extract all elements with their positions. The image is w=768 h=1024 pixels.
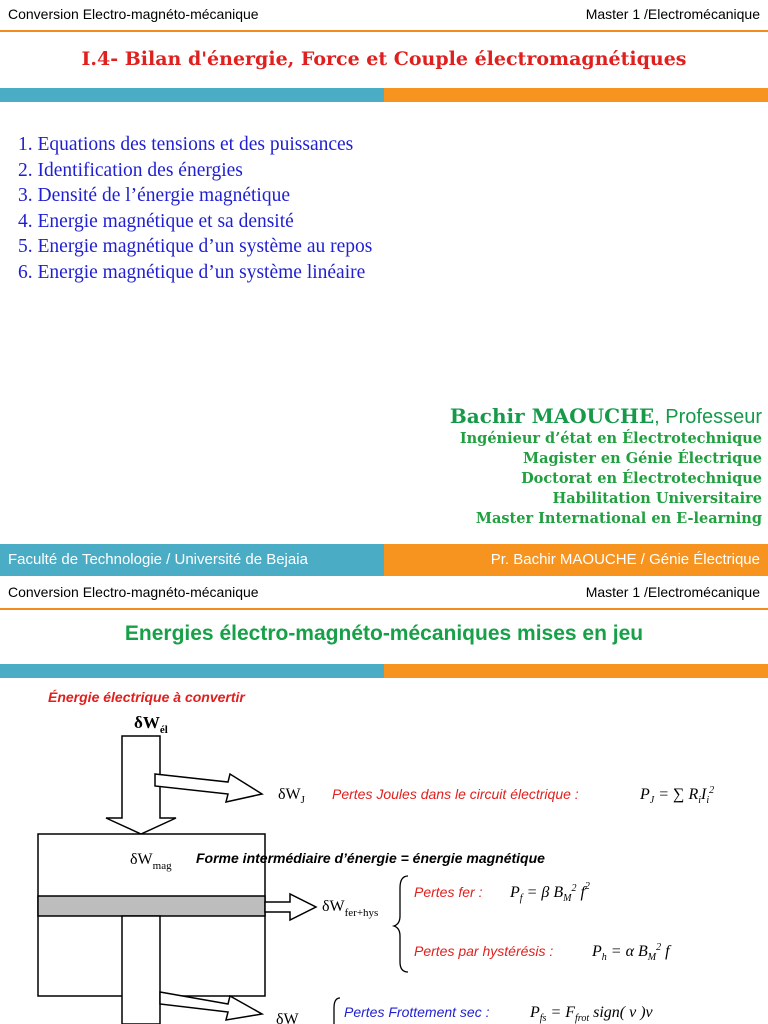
- joule-loss-arrow: [155, 774, 262, 802]
- credential: Magister en Génie Électrique: [523, 450, 762, 467]
- author-role: , Professeur: [654, 406, 762, 428]
- table-of-contents: [18, 132, 372, 285]
- iron-loss-formula: $P_f = \beta$ $B_M^2$ $f^2$: [510, 881, 590, 904]
- dW-el-label: $\delta W_{él}$: [134, 713, 168, 736]
- iron-loss-label: Pertes fer :: [414, 884, 483, 900]
- friction-loss-formula: $P_{fs} = F_{frot}$ sign( v )v: [530, 1004, 653, 1024]
- toc-item: 1. Equations des tensions et des puissances: [18, 134, 354, 155]
- divider-bar: [0, 88, 768, 102]
- input-energy-label: Énergie électrique à convertir: [48, 689, 245, 705]
- slide-header: [0, 0, 768, 32]
- toc-item: 2. Identification des énergies: [18, 159, 243, 181]
- dW-friction-label: δW: [276, 1011, 299, 1024]
- friction-brace: [334, 998, 340, 1024]
- hysteresis-loss-label: Pertes par hystérésis :: [414, 943, 554, 959]
- output-arrow: [122, 916, 160, 1024]
- course-level: Master 1 /Electromécanique: [585, 584, 760, 600]
- author-name: Bachir MAOUCHE: [449, 404, 655, 428]
- divider-bar: [0, 664, 768, 678]
- faculty-label: Faculté de Technologie / Université de Bejaia: [8, 551, 308, 568]
- dW-fer-label: $\delta W_{fer+hys}$: [322, 898, 379, 919]
- toc-item: 5. Energie magnétique d’un système au repos: [18, 236, 373, 257]
- course-title: Conversion Electro-magnéto-mécanique: [8, 584, 259, 600]
- magnetic-energy-label: Forme intermédiaire d’énergie = énergie magnétique: [196, 850, 545, 866]
- toc-item: 4. Energie magnétique et sa densité: [18, 210, 294, 232]
- joule-loss-label: Pertes Joules dans le circuit électrique :: [332, 786, 579, 802]
- toc-item: 6. Energie magnétique d’un système linéaire: [18, 261, 366, 283]
- friction-loss-label: Pertes Frottement sec :: [344, 1004, 490, 1020]
- slide-title: Energies électro-magnéto-mécaniques mises en jeu: [124, 622, 644, 645]
- slide-footer: [0, 544, 768, 576]
- credential: Doctorat en Électrotechnique: [521, 470, 762, 487]
- hysteresis-loss-formula: $P_h = \alpha$ $B_M^2$ f: [592, 942, 670, 963]
- loss-brace: [394, 876, 408, 972]
- joule-formula: $P_J$ = ∑ $R_iI_i^2$: [640, 785, 715, 806]
- dW-mag-label: $\delta W_{mag}$: [130, 851, 172, 872]
- course-level: Master 1 /Electromécanique: [585, 6, 760, 22]
- slide-title: I.4- Bilan d'énergie, Force et Couple électromagnétiques: [81, 48, 687, 70]
- dW-J-label: $\delta W_J$: [278, 786, 305, 806]
- credential: Ingénieur d’état en Électrotechnique: [459, 430, 762, 447]
- slide-2: [0, 578, 768, 1024]
- credential: Habilitation Universitaire: [552, 490, 762, 507]
- credential: Master International en E-learning: [475, 510, 762, 527]
- author-footer: Pr. Bachir MAOUCHE / Génie Électrique: [490, 551, 760, 568]
- slide-header: [0, 578, 768, 610]
- iron-loss-arrow: [265, 894, 316, 920]
- toc-item: 3. Densité de l’énergie magnétique: [18, 185, 291, 206]
- author-block: [450, 404, 762, 529]
- course-title: Conversion Electro-magnéto-mécanique: [8, 6, 259, 22]
- energy-flow-diagram: [0, 678, 768, 1024]
- iron-loss-band: [38, 896, 265, 916]
